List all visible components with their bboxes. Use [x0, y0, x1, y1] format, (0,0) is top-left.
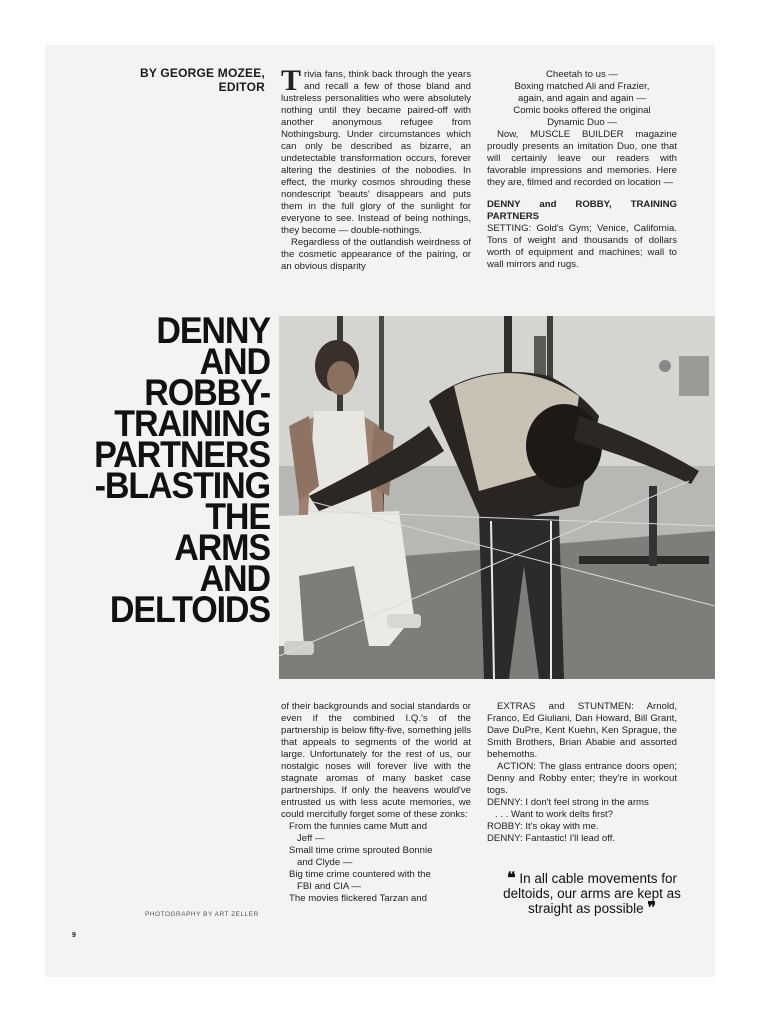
- intro-column: [281, 64, 471, 273]
- headline-line: AND: [199, 341, 270, 382]
- zonk-line: Small time crime sprouted Bonnie: [289, 845, 433, 856]
- top-right-column: [487, 69, 677, 271]
- dialogue-line: ROBBY: It's okay with me.: [487, 821, 599, 832]
- dialogue-line: DENNY: Fantastic! I'll lead off.: [487, 833, 616, 844]
- bottom-right-column: [487, 701, 677, 845]
- continued-paragraph: of their backgrounds and social standards or even if the combined I.Q.'s of the partnership is below fifty-five, something jells that appeals to segments of the world at large. Unfortunately for the rest of us, our nostalgic noses will forever live with the stagnate aromas of many basket case partnerships. If only the heavens would've entrusted us with less acute memories, we could mercifully forget some of these zonks:: [281, 701, 471, 820]
- zonk-line: FBI and CIA —: [297, 881, 361, 892]
- pull-quote: [497, 871, 687, 916]
- open-quote-mark: ❝: [507, 870, 516, 887]
- headline-line: PARTNERS: [94, 434, 270, 475]
- byline: [135, 66, 265, 94]
- magazine-page: [45, 45, 715, 977]
- zonk-line: Jeff —: [297, 833, 325, 844]
- section-subhead: DENNY and ROBBY, TRAINING PARTNERS: [487, 199, 677, 222]
- zonk-line: and Clyde —: [297, 857, 353, 868]
- duo-line: again, and again and again —: [517, 93, 647, 104]
- dialogue-line: . . . Want to work delts first?: [495, 809, 614, 820]
- photo-credit: PHOTOGRAPHY BY ART ZELLER: [145, 911, 259, 918]
- headline: [55, 310, 270, 630]
- zonk-line: From the funnies came Mutt and: [289, 821, 428, 832]
- gym-photo: [279, 316, 715, 679]
- headline-line: AND: [199, 558, 270, 599]
- pull-quote-text: In all cable movements for deltoids, our arms are kept as straight as possible: [503, 871, 681, 916]
- setting-paragraph: SETTING: Gold's Gym; Venice, California. Tons of weight and thousands of dollars worth of equipment and machines; wall to wall mirrors and rugs.: [487, 223, 677, 270]
- headline-line: -BLASTING: [94, 465, 270, 506]
- dialogue-line: DENNY: I don't feel strong in the arms: [487, 797, 649, 808]
- drop-cap: T: [281, 64, 302, 97]
- byline-author: BY GEORGE MOZEE,: [140, 66, 265, 80]
- extras-paragraph: EXTRAS and STUNTMEN: Arnold, Franco, Ed Giuliani, Dan Howard, Bill Grant, Dave DuPre, Kent Kuehn, Ken Sprague, the Smith Brothers, Brian Ababie and assorted behemoths.: [487, 701, 677, 760]
- action-paragraph: ACTION: The glass entrance doors open; Denny and Robby enter; they're in workout togs.: [487, 761, 677, 796]
- duo-line: Comic books offered the original: [513, 105, 651, 116]
- headline-line: DENNY: [156, 310, 270, 351]
- gym-photo-illustration: [279, 316, 715, 679]
- bottom-left-column: [281, 701, 471, 905]
- intro-text: rivia fans, think back through the years and recall a few of those bland and lustreless personalities who were absolutely nothing until they became paired-off with another anonymous refugee from Nothingsburg. Under circumstances which can only be described as bizarre, an undetectable transformation occurs, forever altering the destinies of the nobodies. In effect, the murky cosmos shrouding these nondescript 'beauts' disappears and puts them in the full glory of the sunlight for everyone to see. Instead of being nothings, they become — double-nothings.: [281, 69, 471, 236]
- duo-line: Dynamic Duo —: [547, 117, 617, 128]
- byline-role: EDITOR: [218, 80, 265, 94]
- headline-line: ROBBY-: [144, 372, 270, 413]
- headline-line: DELTOIDS: [109, 589, 270, 630]
- headline-line: ARMS: [174, 527, 270, 568]
- zonk-line: The movies flickered Tarzan and: [289, 893, 427, 904]
- zonk-line: Big time crime countered with the: [289, 869, 431, 880]
- intro-paragraph: [281, 64, 471, 237]
- intro-paragraph-2: Regardless of the outlandish weirdness of the cosmetic appearance of the pairing, or an obvious disparity: [281, 237, 471, 272]
- page-number: 9: [72, 932, 76, 939]
- headline-line: THE: [205, 496, 270, 537]
- duo-line: Cheetah to us —: [546, 69, 618, 80]
- close-quote-mark: ❞: [647, 900, 656, 917]
- headline-line: TRAINING: [114, 403, 270, 444]
- duo-line: Boxing matched Ali and Frazier,: [514, 81, 650, 92]
- now-paragraph: Now, MUSCLE BUILDER magazine proudly presents an imitation Duo, one that will certainly leave our readers with favorable impressions and memories. Here they are, filmed and recorded on location —: [487, 129, 677, 188]
